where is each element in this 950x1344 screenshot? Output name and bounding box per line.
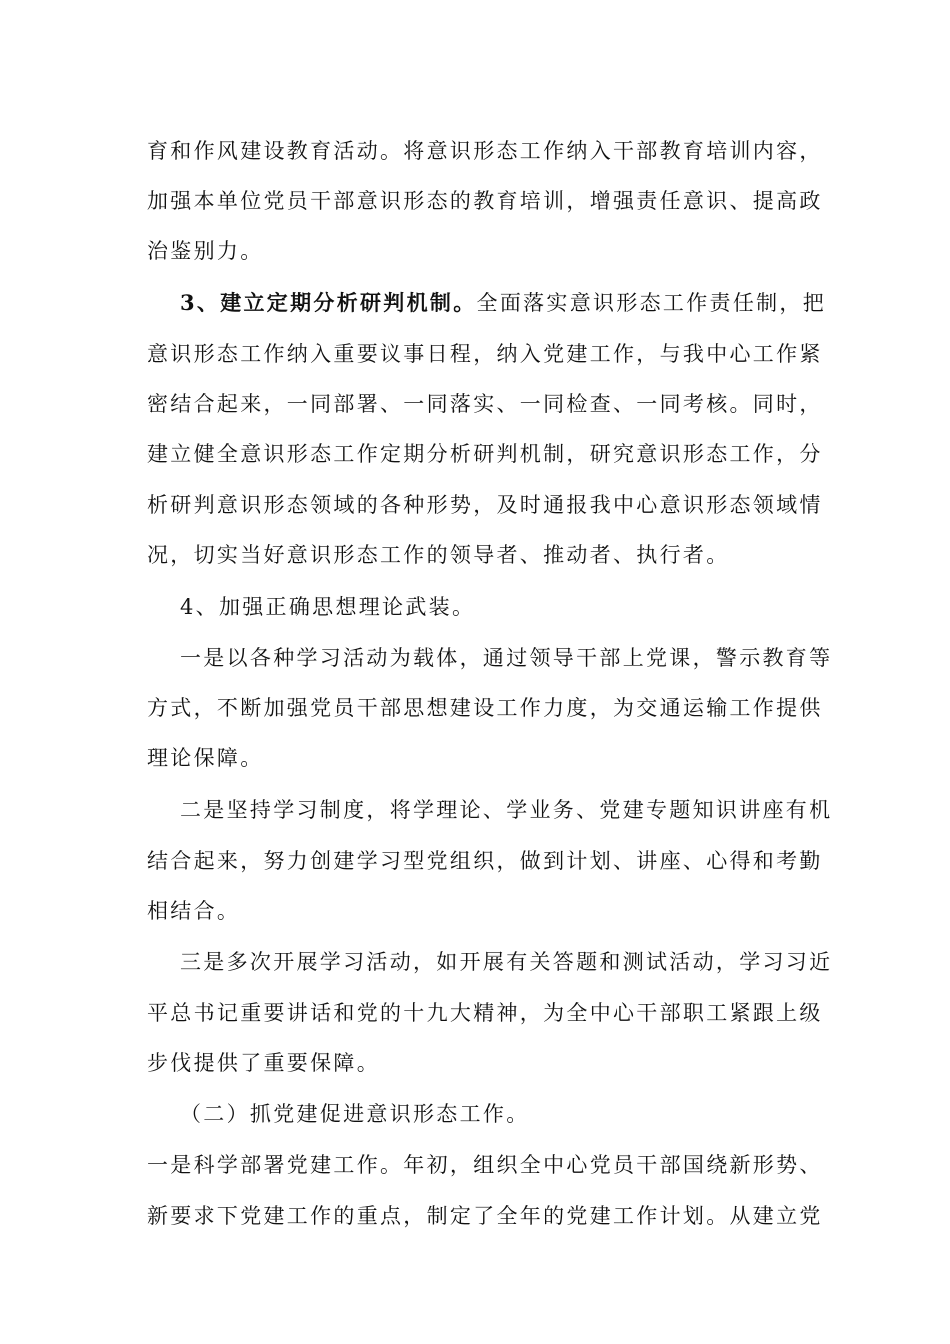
- text-line: 意识形态工作纳入重要议事日程，纳入党建工作，与我中心工作紧: [147, 342, 823, 366]
- text-line: 况，切实当好意识形态工作的领导者、推动者、执行者。: [147, 543, 730, 567]
- text-line: 治鉴别力。: [147, 239, 264, 263]
- text-line: 平总书记重要讲话和党的十九大精神，为全中心干部职工紧跟上级: [147, 1001, 823, 1025]
- text-line: 方式，不断加强党员干部思想建设工作力度，为交通运输工作提供: [147, 696, 823, 720]
- section-heading-2: （二）抓党建促进意识形态工作。: [180, 1102, 530, 1126]
- text-line: 相结合。: [147, 899, 241, 923]
- text-line: 密结合起来，一同部署、一同落实、一同检查、一同考核。同时，: [147, 392, 823, 416]
- section-heading-4: 4、加强正确思想理论武装。: [180, 595, 476, 619]
- text-line: 加强本单位党员干部意识形态的教育培训，增强责任意识、提高政: [147, 189, 823, 213]
- text-line: 一是以各种学习活动为载体，通过领导干部上党课，警示教育等: [180, 646, 833, 670]
- text-line: 析研判意识形态领域的各种形势，及时通报我中心意识形态领域情: [147, 493, 823, 517]
- text-line: 理论保障。: [147, 746, 264, 770]
- text-line: 二是坚持学习制度，将学理论、学业务、党建专题知识讲座有机: [180, 798, 833, 822]
- paragraph-3-line: [180, 288, 845, 318]
- text-run: 全面落实意识形态工作责任制，把: [476, 291, 827, 315]
- text-line: 步伐提供了重要保障。: [147, 1051, 380, 1075]
- text-line: 育和作风建设教育活动。将意识形态工作纳入干部教育培训内容，: [147, 139, 823, 163]
- text-line: 新要求下党建工作的重点，制定了全年的党建工作计划。从建立党: [147, 1204, 823, 1228]
- text-line: 一是科学部署党建工作。年初，组织全中心党员干部国绕新形势、: [147, 1153, 823, 1177]
- text-line: 结合起来，努力创建学习型党组织，做到计划、讲座、心得和考勤: [147, 849, 823, 873]
- section-heading-3: 3、建立定期分析研判机制。: [180, 290, 477, 315]
- text-line: 三是多次开展学习活动，如开展有关答题和测试活动，学习习近: [180, 950, 833, 974]
- text-line: 建立健全意识形态工作定期分析研判机制，研究意识形态工作，分: [147, 442, 823, 466]
